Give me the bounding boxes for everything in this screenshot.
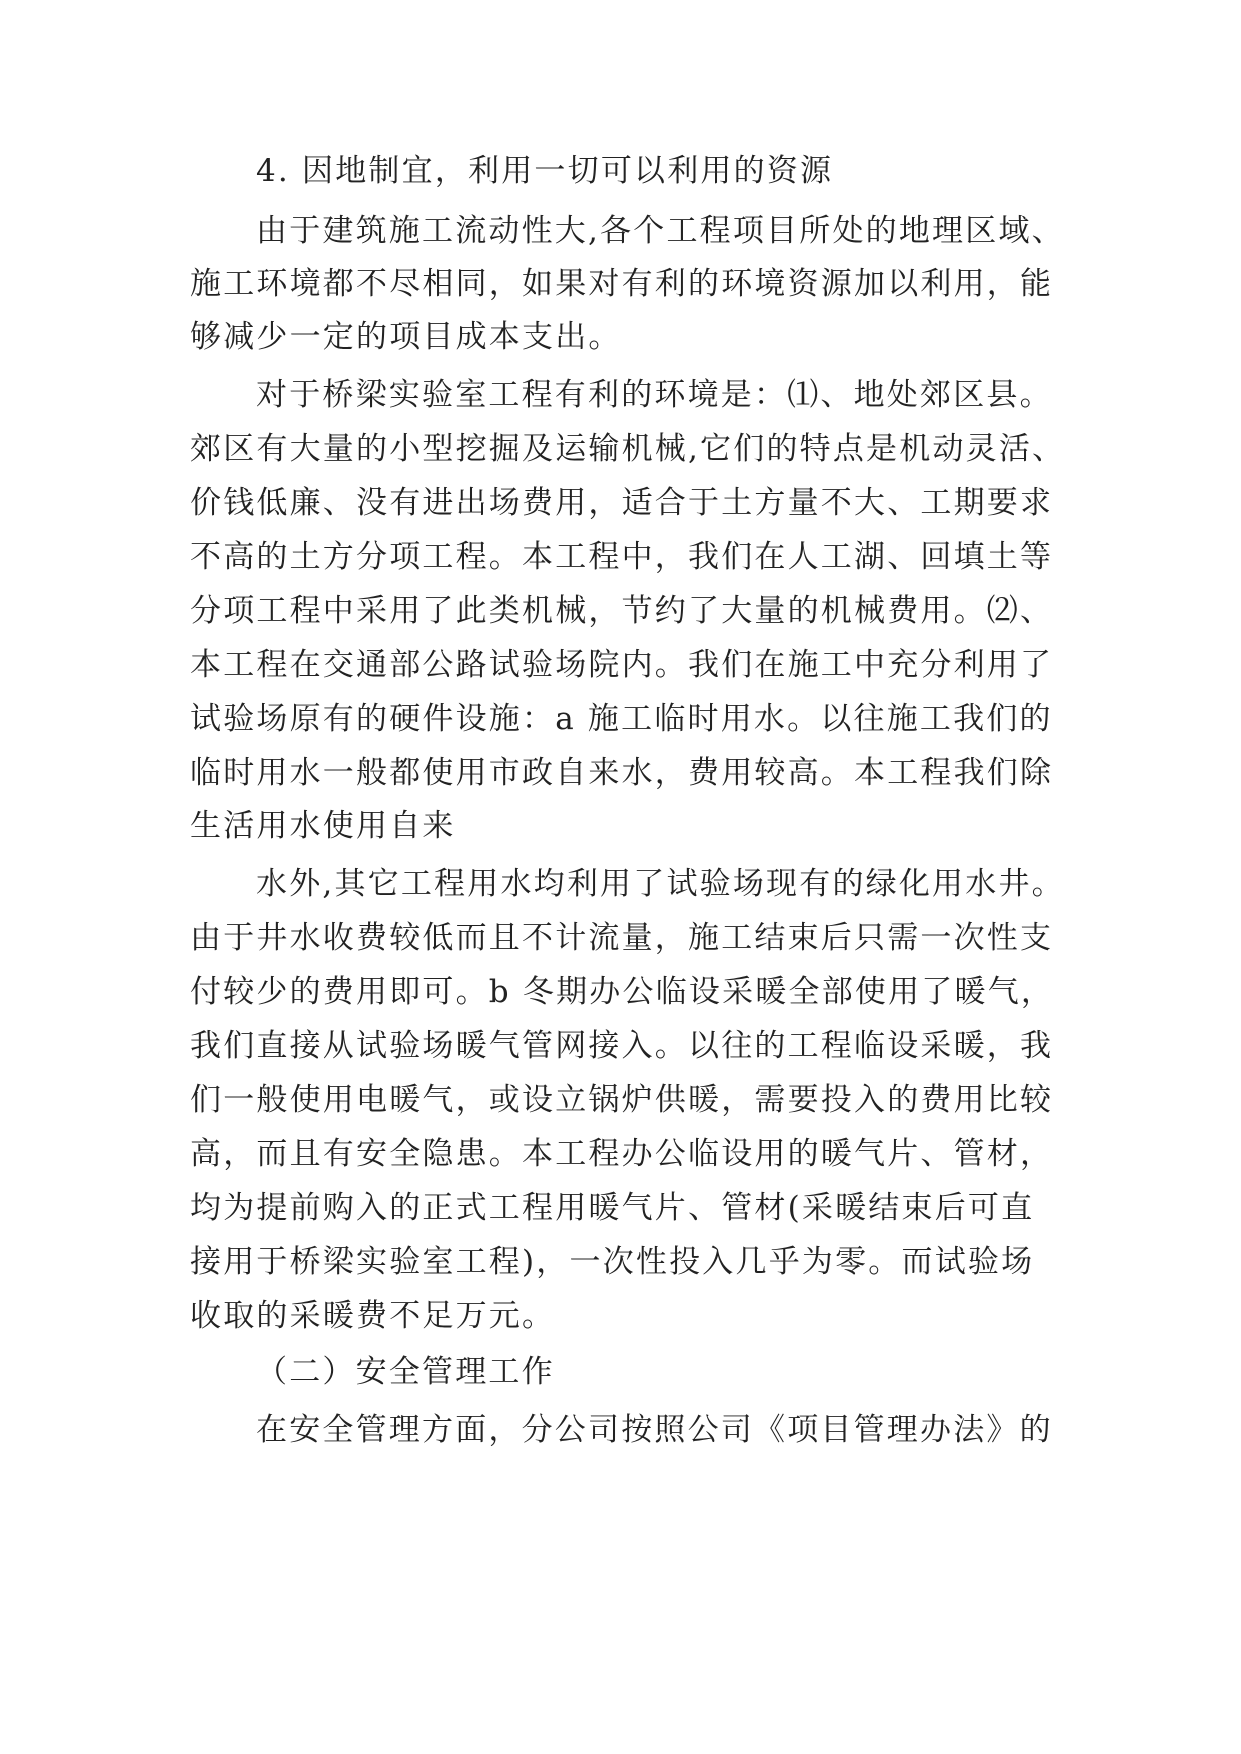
paragraph-line: 生活用水使用自来 [190,808,456,844]
paragraph-line: 不高的土方分项工程。本工程中，我们在人工湖、回填土等 [190,539,1054,575]
paragraph-line: 由于建筑施工流动性大,各个工程项目所处的地理区域、 [256,213,1065,249]
paragraph-line: 施工环境都不尽相同，如果对有利的环境资源加以利用，能 [190,266,1054,302]
paragraph-line: 试验场原有的硬件设施：a 施工临时用水。以往施工我们的 [190,701,1053,737]
paragraph-line: 付较少的费用即可。b 冬期办公临设采暖全部使用了暖气， [190,974,1055,1010]
paragraph-line: 均为提前购入的正式工程用暖气片、管材(采暖结束后可直 [190,1190,1035,1226]
paragraph-line: 接用于桥梁实验室工程)，一次性投入几乎为零。而试验场 [190,1244,1035,1280]
section-heading-2: （二）安全管理工作 [256,1354,555,1390]
paragraph-line: 对于桥梁实验室工程有利的环境是：⑴、地处郊区县。 [256,377,1053,413]
section-heading-4: 4. 因地制宜，利用一切可以利用的资源 [256,153,834,189]
paragraph-line: 们一般使用电暖气，或设立锅炉供暖，需要投入的费用比较 [190,1082,1054,1118]
paragraph-line: 在安全管理方面，分公司按照公司《项目管理办法》的 [256,1412,1053,1448]
paragraph-line: 由于井水收费较低而且不计流量，施工结束后只需一次性支 [190,920,1054,956]
paragraph-line: 高，而且有安全隐患。本工程办公临设用的暖气片、管材， [190,1136,1054,1172]
paragraph-line: 本工程在交通部公路试验场院内。我们在施工中充分利用了 [190,647,1054,683]
paragraph-line: 我们直接从试验场暖气管网接入。以往的工程临设采暖，我 [190,1028,1054,1064]
paragraph-line: 收取的采暖费不足万元。 [190,1298,556,1334]
paragraph-line: 价钱低廉、没有进出场费用，适合于土方量不大、工期要求 [190,485,1054,521]
paragraph-line: 临时用水一般都使用市政自来水，费用较高。本工程我们除 [190,755,1054,791]
paragraph-line: 分项工程中采用了此类机械，节约了大量的机械费用。⑵、 [190,593,1054,629]
paragraph-line: 够减少一定的项目成本支出。 [190,319,622,355]
paragraph-line: 水外,其它工程用水均利用了试验场现有的绿化用水井。 [256,866,1065,902]
paragraph-line: 郊区有大量的小型挖掘及运输机械,它们的特点是机动灵活、 [190,431,1066,467]
